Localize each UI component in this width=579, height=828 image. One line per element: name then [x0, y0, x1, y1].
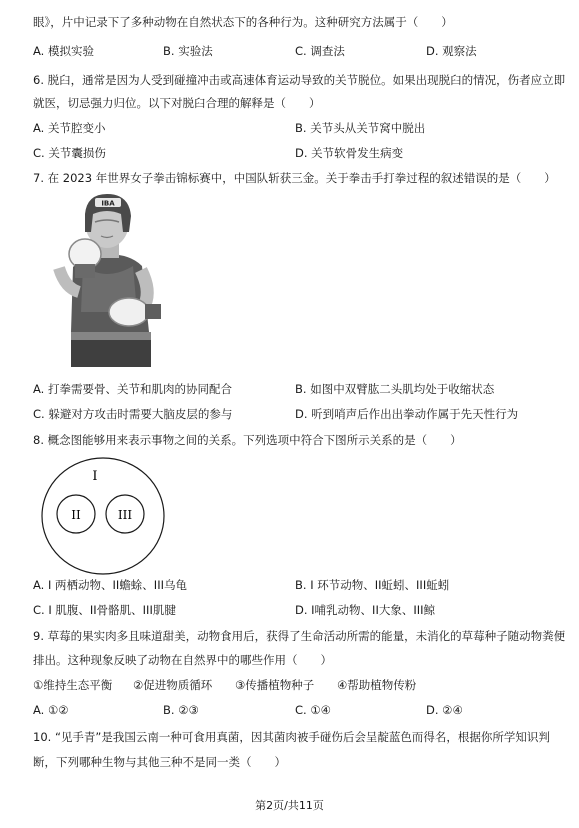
headgear-logo-text: IBA: [101, 199, 115, 208]
label-left: II: [71, 508, 81, 522]
page-footer: 第2页/共11页: [255, 799, 324, 812]
label-right: III: [117, 508, 133, 522]
question-9-line-2: 排出。这种现象反映了动物在自然界中的哪些作用（ ）: [33, 653, 332, 667]
option-c-q8: C. I 肌腹、II骨骼肌、III肌腱: [33, 603, 176, 617]
statement-4-q9: ④帮助植物传粉: [337, 678, 417, 692]
option-d-q7: D. 听到哨声后作出出拳动作属于先天性行为: [295, 407, 519, 421]
option-d-q9: D. ②④: [426, 703, 463, 717]
option-b-q8: B. I 环节动物、II蚯蚓、III蚯蚓: [295, 578, 450, 592]
option-a-q7: A. 打拳需要骨、关节和肌肉的协同配合: [33, 382, 232, 396]
option-a-q9: A. ①②: [33, 703, 69, 717]
option-a-intro: A. 模拟实验: [33, 44, 94, 58]
option-c-q9: C. ①④: [295, 703, 331, 717]
option-d-q8: D. I哺乳动物、II大象、III鲸: [295, 603, 436, 617]
option-b-q6: B. 关节头从关节窝中脱出: [295, 121, 426, 135]
concept-diagram: [38, 455, 168, 577]
question-text-intro: 眼》，片中记录下了多种动物在自然状态下的各种行为。这种研究方法属于（ ）: [33, 15, 453, 29]
option-a-q8: A. I 两栖动物、II蟾蜍、III乌龟: [33, 578, 187, 592]
option-d-q6: D. 关节软骨发生病变: [295, 146, 404, 160]
option-c-intro: C. 调查法: [295, 44, 345, 58]
option-c-q7: C. 躲避对方攻击时需要大脑皮层的参与: [33, 407, 233, 421]
question-9-line-1: 9. 草莓的果实肉多且味道甜美，动物食用后，获得了生命活动所需的能量，未消化的草莓种子随动物粪便: [33, 629, 566, 643]
outer-circle: [42, 458, 164, 574]
question-7-line-1: 7. 在 2023 年世界女子拳击锦标赛中，中国队斩获三金。关于拳击手打拳过程的叙述错误的是（ ）: [33, 171, 556, 185]
label-outer: I: [92, 469, 98, 484]
question-10-line-1: 10. “见手青”是我国云南一种可食用真菌，因其菌肉被手碰伤后会呈靛蓝色而得名，根据你所学知识判: [33, 730, 550, 744]
statement-1-q9: ①维持生态平衡: [33, 678, 113, 692]
option-b-q9: B. ②③: [163, 703, 199, 717]
question-10-line-2: 断，下列哪种生物与其他三种不是同一类（ ）: [33, 755, 286, 769]
option-d-intro: D. 观察法: [426, 44, 477, 58]
statement-3-q9: ③传播植物种子: [235, 678, 315, 692]
option-b-q7: B. 如图中双臂肱二头肌均处于收缩状态: [295, 382, 495, 396]
option-c-q6: C. 关节囊损伤: [33, 146, 106, 160]
option-a-q6: A. 关节腔变小: [33, 121, 106, 135]
statement-2-q9: ②促进物质循环: [133, 678, 213, 692]
question-6-line-1: 6. 脱臼，通常是因为人受到碰撞冲击或高速体育运动导致的关节脱位。如果出现脱臼的情况，伤者应立即: [33, 73, 566, 87]
question-6-line-2: 就医，切忌强力归位。以下对脱臼合理的解释是（ ）: [33, 96, 321, 110]
option-b-intro: B. 实验法: [163, 44, 213, 58]
boxer-photo: [45, 192, 170, 367]
question-8-line-1: 8. 概念图能够用来表示事物之间的关系。下列选项中符合下图所示关系的是（ ）: [33, 433, 462, 447]
